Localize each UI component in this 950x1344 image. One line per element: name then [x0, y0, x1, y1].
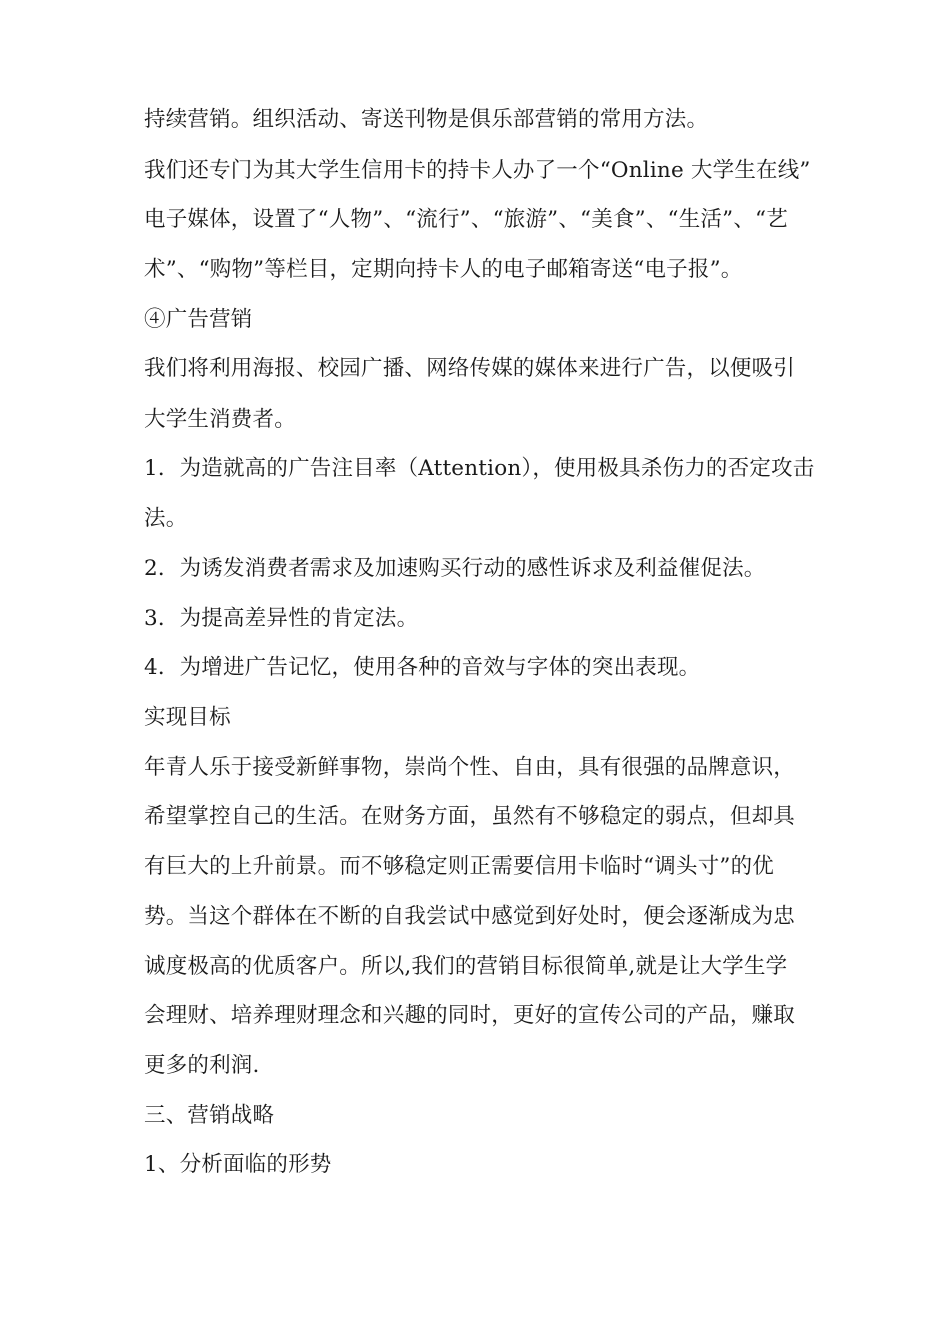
text-line: 持续营销。组织活动、寄送刊物是俱乐部营销的常用方法。	[144, 107, 709, 132]
text-line: 大学生消费者。	[144, 407, 296, 432]
text-line: 电子媒体，设置了“人物”、“流行”、“旅游”、“美食”、“生活”、“艺	[144, 207, 788, 232]
text-line: 会理财、培养理财理念和兴趣的同时，更好的宣传公司的产品，赚取	[144, 1003, 796, 1028]
list-item: 3．为提高差异性的肯定法。	[144, 606, 419, 631]
text-line: 诚度极高的优质客户。所以,我们的营销目标很简单,就是让大学生学	[144, 954, 788, 979]
text-line: 年青人乐于接受新鲜事物，崇尚个性、自由，具有很强的品牌意识，	[144, 755, 796, 780]
text-line: 术”、“购物”等栏目，定期向持卡人的电子邮箱寄送“电子报”。	[144, 257, 743, 282]
list-item: 2．为诱发消费者需求及加速购买行动的感性诉求及利益催促法。	[144, 556, 766, 581]
section-heading: 三、营销战略	[144, 1103, 275, 1128]
section-heading: 实现目标	[144, 705, 231, 730]
list-item: 4．为增进广告记忆，使用各种的音效与字体的突出表现。	[144, 655, 701, 680]
text-line: 我们将利用海报、校园广播、网络传媒的媒体来进行广告，以便吸引	[144, 356, 796, 381]
text-line: 法。	[144, 506, 188, 531]
list-item: 1．为造就高的广告注目率（Attention），使用极具杀伤力的否定攻击	[144, 456, 815, 481]
section-heading: 1、分析面临的形势	[144, 1152, 332, 1177]
section-heading: ④广告营销	[144, 307, 253, 332]
text-line: 更多的利润.	[144, 1053, 260, 1078]
text-line: 有巨大的上升前景。而不够稳定则正需要信用卡临时“调头寸”的优	[144, 854, 774, 879]
text-line: 势。当这个群体在不断的自我尝试中感觉到好处时，便会逐渐成为忠	[144, 904, 796, 929]
text-line: 我们还专门为其大学生信用卡的持卡人办了一个“Online 大学生在线”	[144, 158, 811, 183]
text-line: 希望掌控自己的生活。在财务方面，虽然有不够稳定的弱点，但却具	[144, 804, 796, 829]
